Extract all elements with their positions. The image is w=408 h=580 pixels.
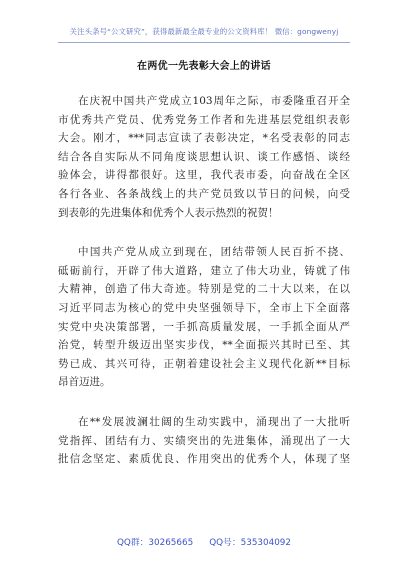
text-line: 实党中央决策部署，一手抓高质量发展，一手抓全面从严 [58,320,350,333]
text-line: 在**发展波澜壮阔的生动实践中，涌现出了一大批听 [78,415,350,428]
text-line: 在庆祝中国共产党成立103周年之际，市委隆重召开全 [78,95,350,107]
text-line: 治党，转型升级迈出坚实步伐，**全面振兴其时已至、其 [58,339,350,352]
text-line: 中国共产党从成立到现在，团结带领人民百折不挠、 [78,246,350,259]
text-line: 大会。刚才，***同志宣读了表彰决定，*名受表彰的同志 [58,132,350,145]
text-line: 验体会，讲得都很好。这里，我代表市委，向奋战在全区 [58,169,350,182]
header-banner: 关注头条号“公文研究”，获得最新最全最专业的公文资料库！ 微信：gongwenyj [69,27,339,36]
document-title: 在两优一先表彰大会上的讲话 [137,61,271,72]
text-line: 势已成、其兴可待，正朝着建设社会主义现代化新**目标 [58,357,350,370]
header-divider [58,42,350,43]
text-line: 大精神，创造了伟大奇迹。特别是党的二十大以来，在以 [58,283,350,296]
text-line: 习近平同志为核心的党中央坚强领导下，全市上下全面落 [58,301,350,314]
text-line: 市优秀共产党员、优秀党务工作者和先进基层党组织表彰 [58,113,350,126]
paragraph [58,243,350,392]
paragraph [58,413,350,469]
paragraph [58,92,350,222]
text-line: 砥砺前行，开辟了伟大道路，建立了伟大功业，铸就了伟 [58,264,350,277]
document-body [58,92,350,490]
footer-qq-number: QQ号：535304092 [209,538,292,548]
text-line: 到表彰的先进集体和优秀个人表示热烈的祝贺！ [58,206,279,219]
text-line: 党指挥、团结有力、实绩突出的先进集体，涌现出了一大 [58,434,350,447]
text-line: 昂首迈进。 [58,376,111,389]
text-line: 各行各业、各条战线上的共产党员致以节日的问候，向受 [58,187,350,200]
text-line: 批信念坚定、素质优良、作用突出的优秀个人，体现了坚 [58,453,350,466]
text-line: 结合各自实际从不同角度谈思想认识、谈工作感悟、谈经 [58,150,350,163]
footer-contact [0,535,408,548]
footer-qq-group: QQ群：30265665 [116,538,194,548]
